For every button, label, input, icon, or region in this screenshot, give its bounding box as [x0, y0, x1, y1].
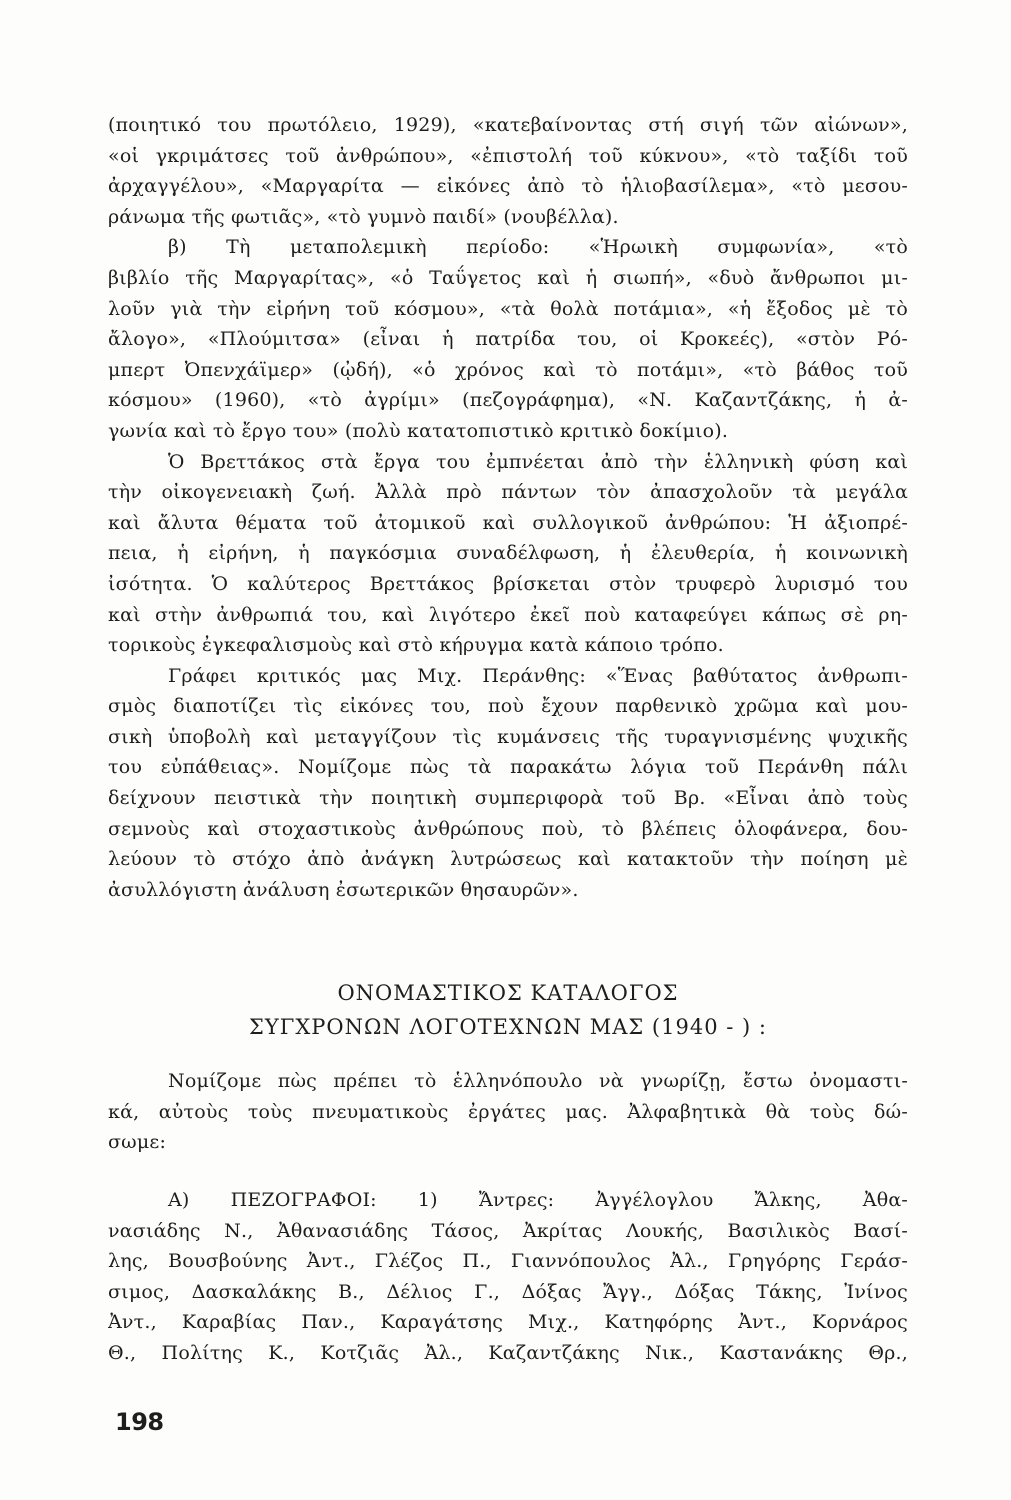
text-line: νασιάδης Ν., Ἀθανασιάδης Τάσος, Ἀκρίτας Λουκής, Βασιλικὸς Βασί- [108, 1219, 908, 1242]
text-line: (ποιητικό του πρωτόλειο, 1929), «κατεβαίνοντας στή σιγή τῶν αἰώνων», [108, 114, 908, 136]
section-heading-line-2: ΣΥΓΧΡΟΝΩΝ ΛΟΓΟΤΕΧΝΩΝ ΜΑΣ (1940 - ) : [249, 1015, 767, 1039]
text-line: Α) ΠΕΖΟΓΡΑΦΟΙ: 1) Ἄντρες: Ἀγγέλογλου Ἄλκης, Ἀθα- [168, 1189, 908, 1211]
text-line: Ἀντ., Καραβίας Παν., Καραγάτσης Μιχ., Κατηφόρης Ἀντ., Κορνάρος [108, 1311, 908, 1334]
text-line: ἄλογο», «Πλούμιτσα» (εἶναι ἡ πατρίδα του, οἱ Κροκεές), «στὸν Ρό- [108, 328, 908, 351]
body-text-top [108, 110, 908, 905]
text-line: κά, αὐτοὺς τοὺς πνευματικοὺς ἐργάτες μας. Ἀλφαβητικὰ θὰ τοὺς δώ- [108, 1100, 908, 1123]
text-line: ράνωμα τῆς φωτιᾶς», «τὸ γυμνὸ παιδί» (νουβέλλα). [108, 205, 619, 228]
text-line: σωμε: [108, 1131, 167, 1154]
text-line: τορικοὺς ἐγκεφαλισμοὺς καὶ στὸ κήρυγμα κατὰ κάποιο τρόπο. [108, 634, 724, 657]
text-line: Θ., Πολίτης Κ., Κοτζιᾶς Ἀλ., Καζαντζάκης Νικ., Καστανάκης Θρ., [108, 1341, 908, 1364]
text-line: ἀσυλλόγιστη ἀνάλυση ἐσωτερικῶν θησαυρῶν». [108, 878, 579, 901]
text-line: Ὁ Βρεττάκος στὰ ἔργα του ἐμπνέεται ἀπὸ τὴν ἑλληνικὴ φύση καὶ [168, 450, 908, 473]
text-line: λης, Βουσβούνης Ἀντ., Γλέζος Π., Γιαννόπουλος Ἀλ., Γρηγόρης Γεράσ- [108, 1250, 908, 1273]
text-line: τὴν οἰκογενειακὴ ζωή. Ἀλλὰ πρὸ πάντων τὸν ἀπασχολοῦν τὰ μεγάλα [108, 481, 908, 504]
text-line: βιβλίο τῆς Μαργαρίτας», «ὁ Ταΰγετος καὶ ἡ σιωπή», «δυὸ ἄνθρωποι μι- [108, 266, 908, 289]
body-text-intro-list [108, 1066, 908, 1158]
text-line: ἰσότητα. Ὁ καλύτερος Βρεττάκος βρίσκεται στὸν τρυφερὸ λυρισμό του [108, 572, 908, 595]
text-line: δείχνουν πειστικὰ τὴν ποιητικὴ συμπεριφορὰ τοῦ Βρ. «Εἶναι ἀπὸ τοὺς [108, 787, 908, 810]
section-heading-line-1: ΟΝΟΜΑΣΤΙΚΟΣ ΚΑΤΑΛΟΓΟΣ [337, 981, 679, 1005]
text-line: γωνία καὶ τὸ ἔργο του» (πολὺ κατατοπιστικὸ κριτικὸ δοκίμιο). [108, 419, 729, 442]
text-line: ἀρχαγγέλου», «Μαργαρίτα — εἰκόνες ἀπὸ τὸ ἡλιοβασίλεμα», «τὸ μεσου- [108, 175, 908, 198]
text-line: καὶ ἄλυτα θέματα τοῦ ἀτομικοῦ καὶ συλλογικοῦ ἀνθρώπου: Ἡ ἀξιοπρέ- [108, 511, 908, 534]
text-line: μπερτ Ὀπενχάϊμερ» (ᾠδή), «ὁ χρόνος καὶ τὸ ποτάμι», «τὸ βάθος τοῦ [108, 358, 908, 381]
text-line: λοῦν γιὰ τὴν εἰρήνη τοῦ κόσμου», «τὰ θολὰ ποτάμια», «ἡ ἔξοδος μὲ τὸ [108, 297, 908, 320]
text-line: σμὸς διαποτίζει τὶς εἰκόνες του, ποὺ ἔχουν παρθενικὸ χρῶμα καὶ μου- [108, 695, 908, 718]
text-line: β) Τὴ μεταπολεμικὴ περίοδο: «Ἡρωικὴ συμφωνία», «τὸ [168, 236, 908, 259]
text-line: Νομίζομε πὼς πρέπει τὸ ἑλληνόπουλο νὰ γνωρίζῃ, ἔστω ὀνομαστι- [168, 1070, 908, 1092]
text-line: σικὴ ὑποβολὴ καὶ μεταγγίζουν τὶς κυμάνσεις τῆς τυραγνισμένης ψυχικῆς [108, 725, 908, 748]
text-line: του εὐπάθειας». Νομίζομε πὼς τὰ παρακάτω λόγια τοῦ Περάνθη πάλι [108, 756, 908, 779]
text-line: Γράφει κριτικός μας Μιχ. Περάνθης: «Ἕνας βαθύτατος ἀνθρωπι- [168, 664, 908, 687]
text-line: «οἱ γκριμάτσες τοῦ ἀνθρώπου», «ἐπιστολή τοῦ κύκνου», «τὸ ταξίδι τοῦ [108, 144, 908, 167]
body-text-prose-writers [108, 1185, 908, 1369]
text-line: καὶ στὴν ἀνθρωπιά του, καὶ λιγότερο ἐκεῖ ποὺ καταφεύγει κάπως σὲ ρη- [108, 603, 908, 626]
text-line: πεια, ἡ εἰρήνη, ἡ παγκόσμια συναδέλφωση, ἡ ἐλευθερία, ἡ κοινωνικὴ [108, 542, 908, 565]
text-line: σεμνοὺς καὶ στοχαστικοὺς ἀνθρώπους ποὺ, τὸ βλέπεις ὁλοφάνερα, δου- [108, 817, 908, 840]
page-number: 198 [115, 1408, 164, 1436]
text-line: σιμος, Δασκαλάκης Β., Δέλιος Γ., Δόξας Ἄγγ., Δόξας Τάκης, Ἰνίνος [108, 1280, 908, 1303]
text-line: λεύουν τὸ στόχο ἀπὸ ἀνάγκη λυτρώσεως καὶ κατακτοῦν τὴν ποίηση μὲ [108, 848, 908, 871]
text-line: κόσμου» (1960), «τὸ ἀγρίμι» (πεζογράφημα), «Ν. Καζαντζάκης, ἡ ἀ- [108, 389, 908, 412]
